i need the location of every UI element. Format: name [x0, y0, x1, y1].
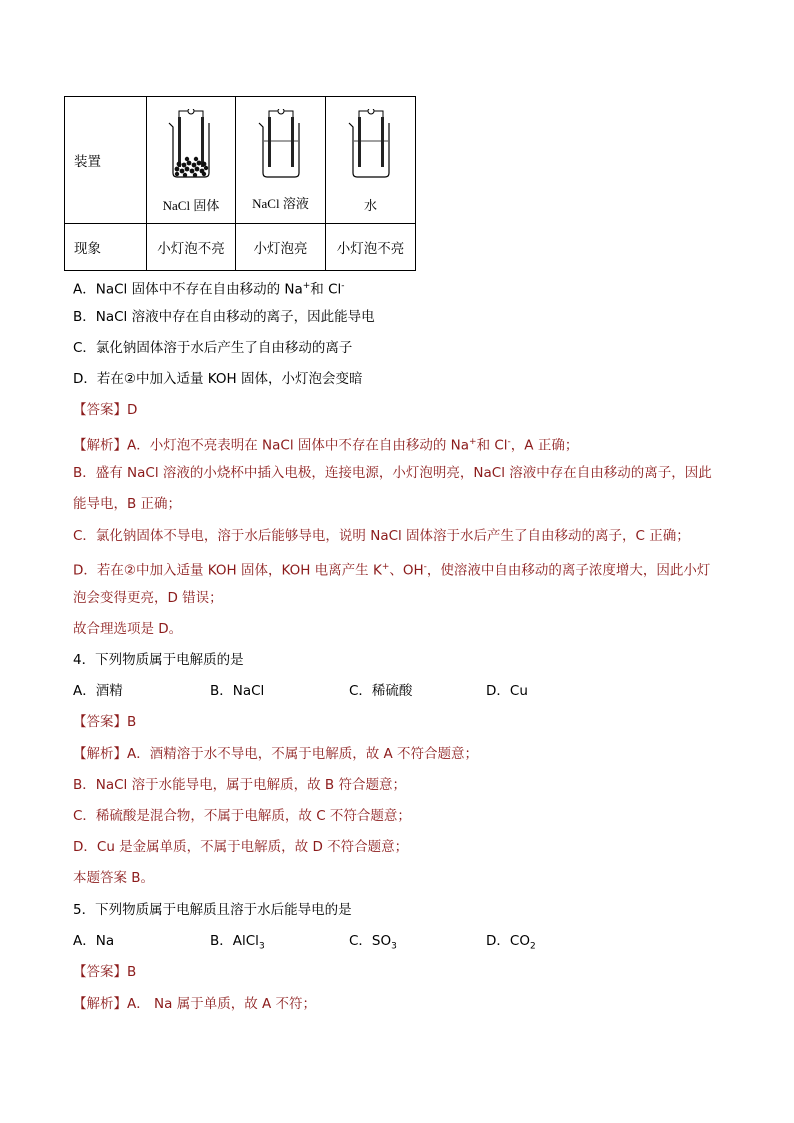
q5-stem: 5．下列物质属于电解质且溶于水后能导电的是	[73, 902, 352, 918]
q5-option-a: A．Na	[73, 933, 115, 949]
device-cell-solution	[236, 97, 326, 224]
q3-explanation-d1: D．若在②中加入适量 KOH 固体，KOH 电离产生 K+、OH-，使溶液中自由移动的离子浓度增大，因此小灯	[73, 562, 711, 579]
phenomenon-water: 小灯泡不亮	[326, 224, 416, 271]
q4-option-c: C．稀硫酸	[349, 683, 413, 699]
caption-solid: NaCl 固体	[162, 198, 220, 213]
experiment-table	[64, 96, 416, 271]
q5-explanation-a: 【解析】A． Na 属于单质，故 A 不符；	[73, 996, 317, 1012]
q4-explanation-d: D．Cu 是金属单质，不属于电解质，故 D 不符合题意；	[73, 839, 409, 855]
q5-option-b: B．AlCl$_3$	[210, 933, 265, 952]
q4-conclusion: 本题答案 B。	[73, 870, 155, 886]
q3-explanation-b1: B．盛有 NaCl 溶液的小烧杯中插入电极，连接电源，小灯泡明亮，NaCl 溶液中存在自由移动的离子，因此	[73, 465, 712, 481]
q3-option-d: D．若在②中加入适量 KOH 固体，小灯泡会变暗	[73, 371, 363, 387]
phenomenon-solution: 小灯泡亮	[236, 224, 326, 271]
q5-answer: 【答案】B	[73, 964, 137, 980]
q3-explanation-c: C．氯化钠固体不导电，溶于水后能够导电，说明 NaCl 固体溶于水后产生了自由移动的离子，C 正确；	[73, 528, 690, 544]
q3-option-b: B．NaCl 溶液中存在自由移动的离子，因此能导电	[73, 309, 375, 325]
beaker-solid-icon	[165, 109, 217, 179]
q3-conclusion: 故合理选项是 D。	[73, 621, 183, 637]
q4-option-a: A．酒精	[73, 683, 123, 699]
beaker-solution-icon	[255, 109, 307, 179]
q4-explanation-b: B．NaCl 溶于水能导电，属于电解质，故 B 符合题意；	[73, 777, 406, 793]
q4-explanation-c: C．稀硫酸是混合物，不属于电解质，故 C 不符合题意；	[73, 808, 411, 824]
q5-option-d: D．$CO_2$	[486, 933, 536, 952]
q3-option-c: C．氯化钠固体溶于水后产生了自由移动的离子	[73, 340, 353, 356]
q4-stem: 4．下列物质属于电解质的是	[73, 652, 244, 668]
q4-option-d: D．Cu	[486, 683, 528, 699]
q3-explanation-a: 【解析】A．小灯泡不亮表明在 NaCl 固体中不存在自由移动的 Na+和 Cl-，A 正确；	[73, 437, 579, 454]
q4-explanation-a: 【解析】A．酒精溶于水不导电，不属于电解质，故 A 不符合题意；	[73, 746, 479, 762]
q4-answer: 【答案】B	[73, 714, 137, 730]
table-header-device: 装置	[65, 97, 147, 224]
phenomenon-solid: 小灯泡不亮	[147, 224, 236, 271]
q4-option-b: B．NaCl	[210, 683, 265, 699]
device-cell-solid	[147, 97, 236, 224]
q3-explanation-d2: 泡会变得更亮，D 错误；	[73, 590, 223, 606]
q3-option-a: A．NaCl 固体中不存在自由移动的 Na+和 Cl-	[73, 281, 345, 298]
device-cell-water	[326, 97, 416, 224]
q3-answer: 【答案】D	[73, 402, 138, 418]
caption-solution: NaCl 溶液	[252, 196, 309, 211]
beaker-water-icon	[345, 109, 397, 179]
q5-option-c: C．$SO_3$	[349, 933, 397, 952]
caption-water: 水	[363, 198, 377, 213]
q3-explanation-b2: 能导电，B 正确；	[73, 496, 182, 512]
table-header-phenomenon: 现象	[65, 224, 147, 271]
